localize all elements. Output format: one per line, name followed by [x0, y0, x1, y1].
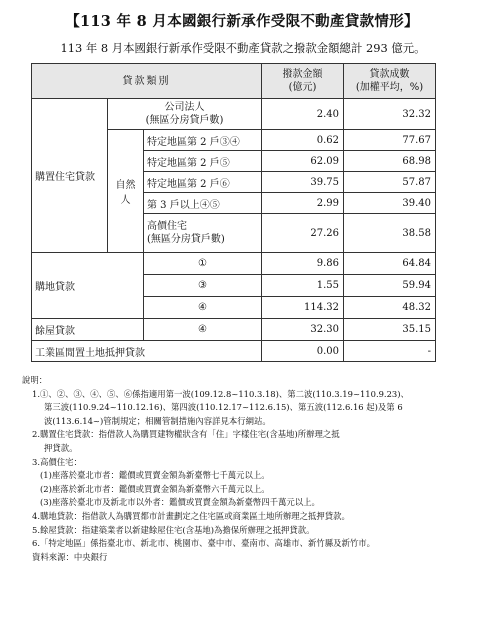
- table-row: [32, 253, 436, 275]
- header-count-unit: (加權平均，%): [355, 82, 424, 93]
- header-amount-unit: (億元): [288, 82, 317, 93]
- note-line: 3.高價住宅：: [32, 456, 82, 467]
- row-label-line2: (無區分房貸戶數): [147, 234, 225, 245]
- row-label-line1: 公司法人: [164, 102, 205, 113]
- note-line: 1.①、②、③、④、⑤、⑥係指適用第一波(109.12.8~110.3.18)、第二波(110.3.19~110.9.23)、: [32, 388, 409, 399]
- notes-heading: 說明：: [22, 375, 48, 385]
- row-label: ③: [144, 275, 262, 297]
- group-housing-label: 購置住宅貸款: [32, 99, 108, 253]
- note-line: 波(113.6.14~)管制規定；相關管制措施內容詳見本行網站。: [44, 415, 271, 426]
- row-label: ①: [144, 253, 262, 275]
- row-label: [108, 99, 262, 130]
- count-cell: 48.32: [344, 297, 436, 319]
- notes-section: [22, 374, 474, 564]
- row-label-line2: (無區分房貸戶數): [145, 115, 224, 126]
- industrial-label: 工業區閒置土地抵押貸款: [32, 341, 262, 362]
- amount-cell: 1.55: [262, 275, 344, 297]
- document-subtitle: 113 年 8 月本國銀行新承作受限不動產貸款之撥款金額總計 293 億元。: [60, 41, 426, 55]
- amount-cell: 32.30: [262, 319, 344, 341]
- row-label: ④: [144, 319, 262, 341]
- table-row: [32, 319, 436, 341]
- unsold-label: 餘屋貸款: [32, 319, 144, 341]
- header-count: [344, 64, 436, 99]
- note-line: 押貸款。: [44, 442, 78, 453]
- table-row: [32, 99, 436, 130]
- header-count-line1: 貸款成數: [369, 69, 410, 80]
- note-line: (3)座落於臺北市及新北市以外者：鑑價或買賣金額為新臺幣四千萬元以上。: [40, 497, 320, 508]
- count-cell: 32.32: [344, 99, 436, 130]
- row-label: 特定地區第 2 戶⑤: [144, 151, 262, 172]
- note-line: 第三波(110.9.24~110.12.16)、第四波(110.12.17~112.6.15)、第五波(112.6.16 起)及第 6: [44, 402, 403, 413]
- row-label-line1: 高價住宅: [147, 221, 187, 232]
- count-cell: 57.87: [344, 172, 436, 193]
- count-cell: 39.40: [344, 193, 436, 214]
- document-title: 【113 年 8 月本國銀行新承作受限不動產貸款情形】: [65, 13, 419, 30]
- amount-cell: 2.99: [262, 193, 344, 214]
- count-cell: 35.15: [344, 319, 436, 341]
- group-natural-label: 自然人: [108, 130, 144, 253]
- count-cell: -: [344, 341, 436, 362]
- row-label: 第 3 戶以上④⑤: [144, 193, 262, 214]
- count-cell: 38.58: [344, 214, 436, 253]
- amount-cell: 27.26: [262, 214, 344, 253]
- loan-table: [31, 63, 436, 362]
- note-line: (1)座落於臺北市者：鑑價或買賣金額為新臺幣七千萬元以上。: [40, 470, 270, 481]
- note-line: 2.購置住宅貸款：指借款人為購買建物權狀含有「住」字樣住宅(含基地)所辦理之抵: [32, 429, 340, 440]
- note-line: 6.「特定地區」係指臺北市、新北市、桃園市、臺中市、臺南市、高雄市、新竹縣及新竹市。: [32, 538, 375, 549]
- note-line: 5.餘屋貸款：指建築業者以新建餘屋住宅(含基地)為擔保所辦理之抵押貸款。: [32, 524, 315, 535]
- data-source: 資料來源：中央銀行: [32, 551, 108, 562]
- count-cell: 64.84: [344, 253, 436, 275]
- row-label: 特定地區第 2 戶③④: [144, 130, 262, 151]
- table-header-row: [32, 64, 436, 99]
- header-amount: [262, 64, 344, 99]
- amount-cell: 0.00: [262, 341, 344, 362]
- amount-cell: 2.40: [262, 99, 344, 130]
- group-land-label: 購地貸款: [32, 253, 144, 319]
- amount-cell: 114.32: [262, 297, 344, 319]
- row-label: [144, 214, 262, 253]
- table-row: [32, 341, 436, 362]
- note-line: 4.購地貸款：指借款人為購買都市計畫劃定之住宅區或商業區土地所辦理之抵押貸款。: [32, 510, 350, 521]
- header-amount-line1: 撥款金額: [282, 69, 323, 80]
- amount-cell: 0.62: [262, 130, 344, 151]
- count-cell: 59.94: [344, 275, 436, 297]
- count-cell: 68.98: [344, 151, 436, 172]
- row-label: 特定地區第 2 戶⑥: [144, 172, 262, 193]
- amount-cell: 39.75: [262, 172, 344, 193]
- amount-cell: 9.86: [262, 253, 344, 275]
- header-category: 貸款類別: [32, 64, 262, 99]
- amount-cell: 62.09: [262, 151, 344, 172]
- count-cell: 77.67: [344, 130, 436, 151]
- note-line: (2)座落於新北市者：鑑價或買賣金額為新臺幣六千萬元以上。: [40, 483, 270, 494]
- row-label: ④: [144, 297, 262, 319]
